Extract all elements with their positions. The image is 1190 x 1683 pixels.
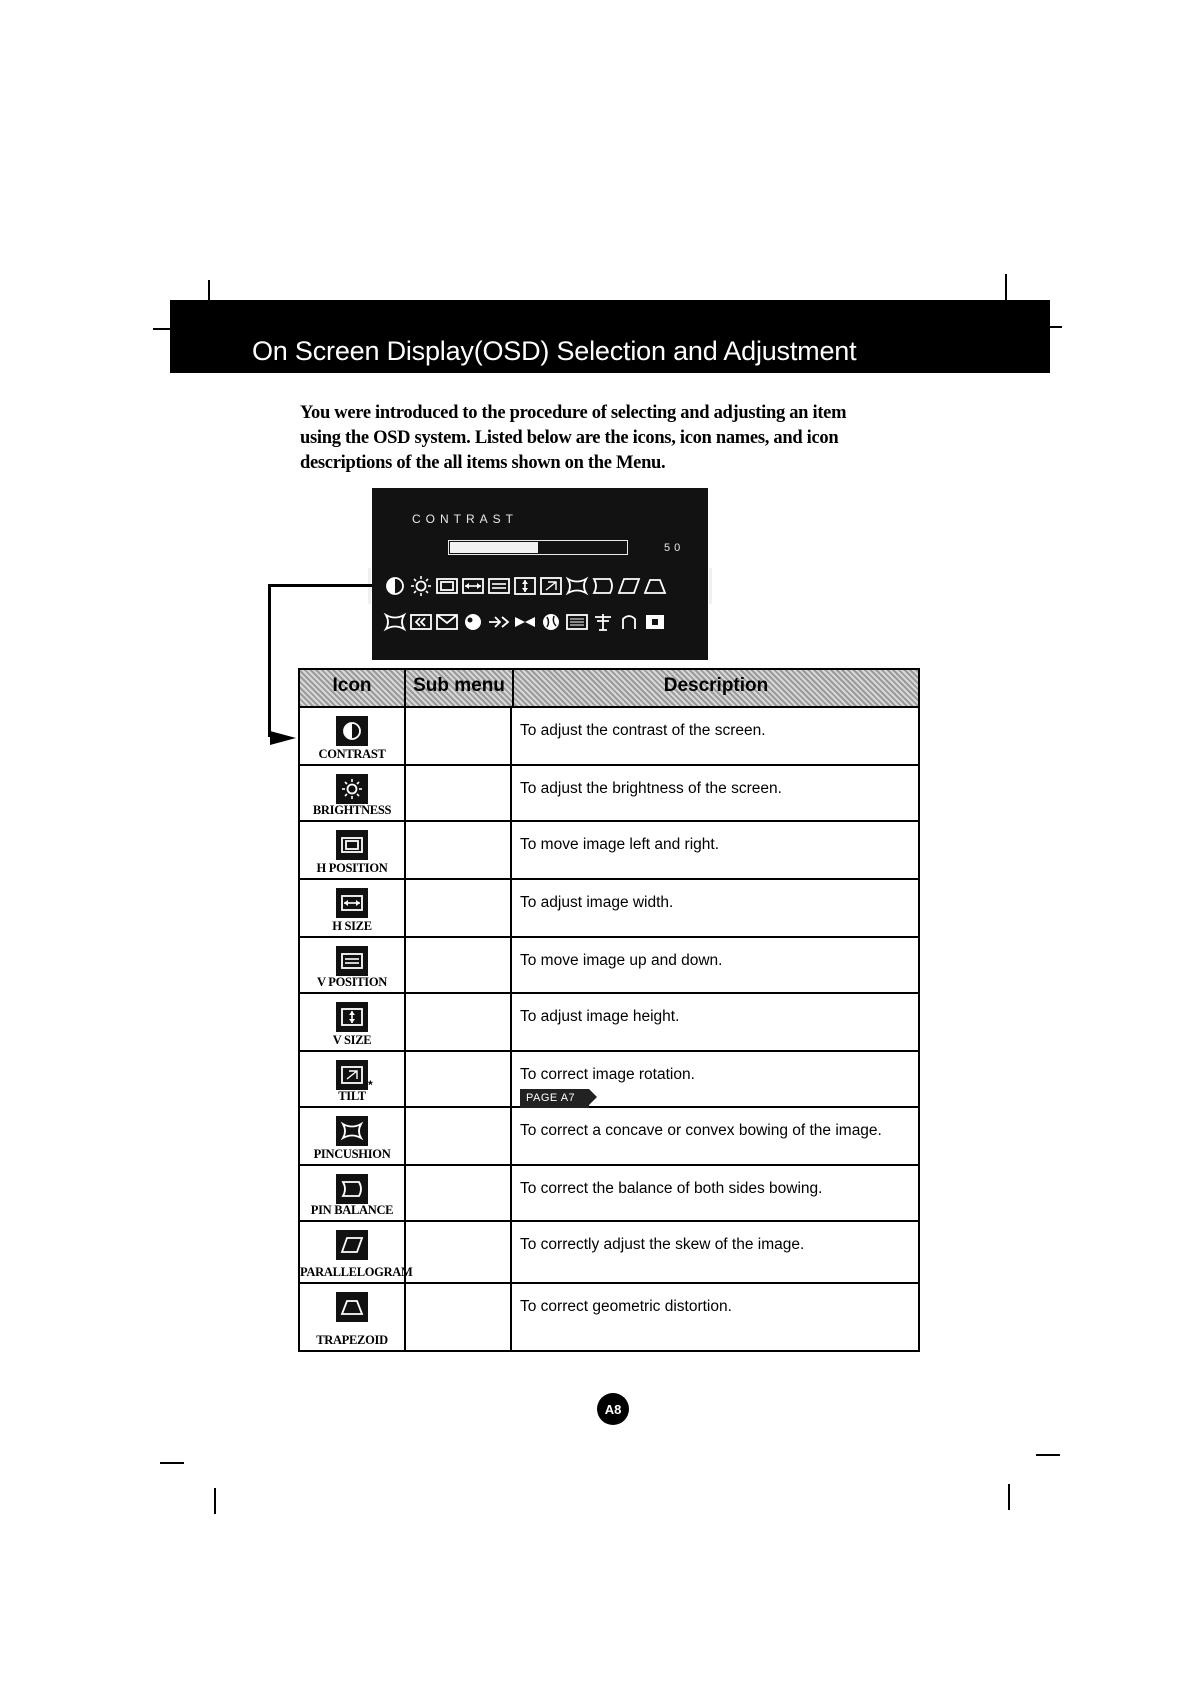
tilt-icon[interactable] (538, 575, 564, 597)
header-submenu: Sub menu (404, 670, 512, 706)
crop-mark (1005, 274, 1007, 300)
header-icon: Icon (332, 675, 372, 696)
trapezoid-icon[interactable] (642, 575, 668, 597)
icon-cell (300, 708, 404, 764)
pin-balance-icon[interactable] (590, 575, 616, 597)
description-text: To move image left and right. (520, 836, 720, 853)
description-text: To adjust the contrast of the screen. (520, 722, 766, 739)
osd-title: CONTRAST (412, 512, 518, 526)
crop-mark (1048, 326, 1062, 328)
description-text: To correctly adjust the skew of the image. (520, 1236, 805, 1253)
contrast-icon[interactable] (382, 575, 408, 597)
description-cell (512, 880, 918, 936)
page-number: A8 (597, 1393, 629, 1425)
pincushion-icon[interactable] (382, 611, 408, 633)
contrast-icon (336, 716, 368, 746)
v-position-icon (336, 946, 368, 976)
description-text: To adjust image height. (520, 1008, 680, 1025)
header-description: Description (512, 670, 918, 706)
header-bar (170, 300, 1050, 373)
pincushion-icon (336, 1116, 368, 1146)
icon-label: V SIZE (332, 1033, 372, 1047)
description-cell (512, 1052, 918, 1106)
description-cell (512, 938, 918, 992)
icon-label: PARALLELOGRAM (300, 1265, 413, 1279)
submenu-cell (404, 822, 512, 878)
color-icon[interactable] (460, 611, 486, 633)
submenu-cell (404, 938, 512, 992)
description-cell (512, 1284, 918, 1350)
parallelogram-icon (336, 1230, 368, 1260)
submenu-cell (404, 1108, 512, 1164)
table-row (300, 1052, 918, 1108)
page-title: On Screen Display(OSD) Selection and Adjustment (252, 336, 857, 366)
icon-cell (300, 1108, 404, 1164)
page-reference[interactable]: PAGE A7 (520, 1089, 589, 1108)
description-cell (512, 1108, 918, 1164)
table-row (300, 1108, 918, 1166)
icon-cell (300, 938, 404, 992)
icon-label: PINCUSHION (313, 1147, 391, 1161)
icon-cell (300, 1052, 404, 1106)
trapezoid-icon (336, 1292, 368, 1322)
icon-label: PIN BALANCE (310, 1203, 394, 1217)
osd-level-bar[interactable] (448, 540, 628, 555)
description-cell (512, 766, 918, 820)
description-text: To adjust the brightness of the screen. (520, 780, 782, 797)
recall-icon[interactable] (408, 611, 434, 633)
description-cell (512, 822, 918, 878)
submenu-cell (404, 994, 512, 1050)
osd-value: 50 (664, 542, 685, 554)
screen-icon[interactable] (564, 611, 590, 633)
icon-cell (300, 822, 404, 878)
crop-mark (214, 1488, 216, 1514)
h-size-icon (336, 888, 368, 918)
description-cell (512, 708, 918, 764)
icon-label: TRAPEZOID (316, 1333, 388, 1347)
crop-mark (160, 1462, 184, 1464)
icon-cell (300, 1284, 404, 1350)
submenu-cell (404, 766, 512, 820)
table-row (300, 1166, 918, 1222)
table-row (300, 1284, 918, 1350)
icon-label: TILT (338, 1089, 366, 1103)
mail-icon[interactable] (434, 611, 460, 633)
h-position-icon[interactable] (434, 575, 460, 597)
table-row (300, 708, 918, 766)
icon-label: H POSITION (316, 861, 388, 875)
table-row (300, 994, 918, 1052)
connector-line (268, 585, 271, 737)
icon-cell (300, 994, 404, 1050)
table-row (300, 880, 918, 938)
table-row (300, 938, 918, 994)
table-row (300, 822, 918, 880)
osd-icon-row-2 (382, 611, 668, 633)
icon-label: V POSITION (316, 975, 388, 989)
pincushion-icon[interactable] (564, 575, 590, 597)
square-icon[interactable] (642, 611, 668, 633)
icon-label: BRIGHTNESS (312, 803, 392, 817)
table-header (300, 670, 918, 708)
submenu-cell (404, 1284, 512, 1350)
submenu-cell (404, 1166, 512, 1220)
description-text: To correct the balance of both sides bowing. (520, 1180, 823, 1197)
intro-line: You were introduced to the procedure of selecting and adjusting an item (300, 403, 847, 423)
description-cell (512, 1166, 918, 1220)
globe-icon[interactable] (538, 611, 564, 633)
description-text: To correct a concave or convex bowing of the image. (520, 1122, 882, 1139)
icon-label: H SIZE (332, 919, 372, 933)
brightness-icon (336, 774, 368, 804)
description-cell (512, 1222, 918, 1282)
intro-line: descriptions of the all items shown on the Menu. (300, 453, 666, 473)
table-row (300, 1222, 918, 1284)
icon-cell (300, 766, 404, 820)
submenu-cell (404, 708, 512, 764)
osd-level-fill (450, 542, 538, 553)
footnote-star: * (368, 1078, 373, 1092)
input-arrow-icon[interactable] (486, 611, 512, 633)
hook-icon[interactable] (616, 611, 642, 633)
v-size-icon[interactable] (512, 575, 538, 597)
icon-cell (300, 1222, 413, 1282)
table-body (300, 708, 918, 1350)
h-size-icon[interactable] (460, 575, 486, 597)
parallelogram-icon[interactable] (616, 575, 642, 597)
osd-screen (372, 488, 708, 660)
description-text: To adjust image width. (520, 894, 674, 911)
crop-mark (1008, 1484, 1010, 1510)
description-text: To correct geometric distortion. (520, 1298, 732, 1315)
description-text: To move image up and down. (520, 952, 723, 969)
connector-line (268, 584, 372, 587)
intro-line: using the OSD system. Listed below are the icons, icon names, and icon (300, 428, 839, 448)
crop-mark (1036, 1454, 1060, 1456)
intro-paragraph (300, 401, 900, 476)
description-text: To correct image rotation. (520, 1066, 695, 1083)
icon-label: CONTRAST (318, 747, 386, 761)
tilt-icon (336, 1060, 368, 1090)
antenna-icon[interactable] (590, 611, 616, 633)
table-row (300, 766, 918, 822)
connector-arrow (270, 731, 296, 745)
icon-cell (300, 1166, 404, 1220)
submenu-cell (404, 1052, 512, 1106)
submenu-cell (404, 1222, 512, 1282)
v-size-icon (336, 1002, 368, 1032)
submenu-cell (404, 880, 512, 936)
bowtie-icon[interactable] (512, 611, 538, 633)
brightness-icon[interactable] (408, 575, 434, 597)
h-position-icon (336, 830, 368, 860)
icon-cell (300, 880, 404, 936)
description-cell (512, 994, 918, 1050)
osd-items-table (298, 668, 920, 1352)
v-position-icon[interactable] (486, 575, 512, 597)
pin-balance-icon (336, 1174, 368, 1204)
osd-icon-row-1 (382, 575, 668, 597)
